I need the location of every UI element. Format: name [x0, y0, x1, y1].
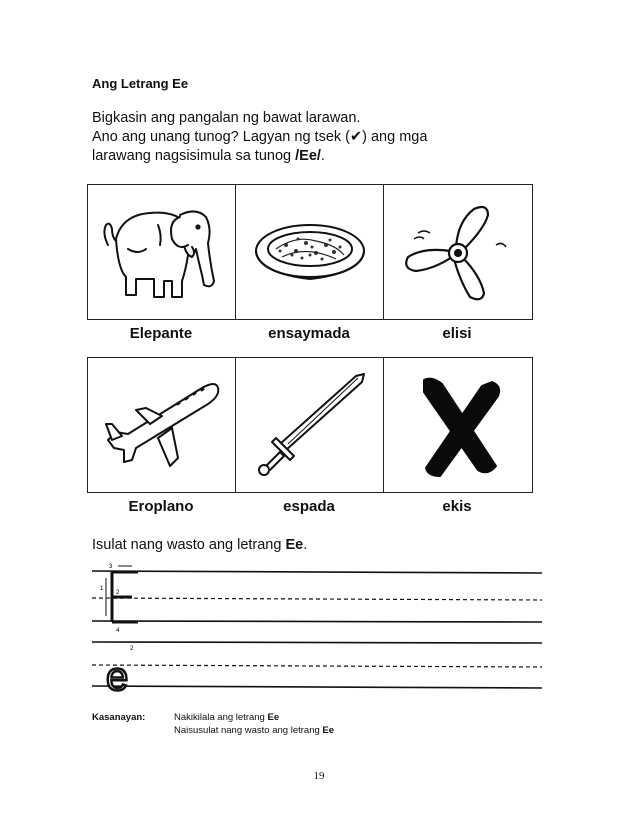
ensaymada-icon	[236, 185, 384, 319]
writing-line-top	[92, 571, 542, 573]
uppercase-e-guide	[112, 572, 138, 622]
picture-cell-ensaymada	[235, 184, 385, 320]
picture-cell-propeller	[383, 184, 533, 320]
x-mark-icon	[384, 358, 532, 492]
stroke-number-lower: 2	[130, 646, 134, 652]
writing-line-base	[92, 621, 542, 622]
elephant-icon	[88, 185, 236, 319]
skills-line-2	[92, 724, 334, 737]
instruction-line-2-start: Ano ang unang tunog? Lagyan ng tsek (	[92, 129, 350, 145]
label-espada: espada	[283, 498, 335, 515]
writing-line-top-2	[92, 642, 542, 643]
skills-line-1	[92, 711, 334, 724]
writing-line-base-2	[92, 686, 542, 688]
skill-2-text: Naisusulat nang wasto ang letrang	[174, 725, 323, 736]
label-ekis: ekis	[442, 498, 472, 515]
picture-cell-ekis	[383, 357, 533, 493]
instruction-line-1: Bigkasin ang pangalan ng bawat larawan.	[92, 110, 361, 126]
page-number: 19	[313, 770, 325, 782]
writing-instruction	[92, 537, 307, 553]
skills-label: Kasanayan:	[92, 712, 146, 723]
label-eroplano: Eroplano	[128, 498, 194, 515]
picture-cell-airplane	[87, 357, 237, 493]
check-mark-symbol: ✔	[349, 129, 363, 145]
writing-letter: Ee	[285, 537, 304, 553]
label-ensaymada: ensaymada	[268, 325, 350, 342]
sword-icon	[236, 358, 384, 492]
propeller-icon	[384, 185, 532, 319]
writing-line-mid	[92, 598, 542, 600]
skill-1-text: Nakikilala ang letrang	[174, 712, 268, 723]
writing-instruction-start: Isulat nang wasto ang letrang	[92, 537, 286, 553]
stroke-number-2: 1	[100, 586, 104, 592]
stroke-number-4: 4	[116, 628, 120, 634]
skill-1-letter: Ee	[267, 712, 280, 723]
writing-line-mid-2	[92, 665, 542, 667]
worksheet-title: Ang Letrang Ee	[92, 76, 189, 91]
stroke-number-1: 3	[109, 564, 113, 570]
airplane-icon	[88, 358, 236, 492]
label-elisi: elisi	[442, 325, 472, 342]
stroke-number-3: 2	[116, 590, 120, 596]
instruction-line-3-start: larawang nagsisimula sa tunog	[92, 148, 296, 164]
label-elepante: Elepante	[129, 325, 193, 342]
skill-2-letter: Ee	[322, 725, 335, 736]
instruction-line-3-end: .	[320, 148, 325, 164]
picture-cell-sword	[235, 357, 385, 493]
instruction-line-2-end: ) ang mga	[362, 129, 428, 145]
lowercase-e-guide: e	[106, 655, 129, 699]
writing-instruction-end: .	[303, 537, 308, 553]
skills-footer	[92, 711, 334, 737]
handwriting-practice-area[interactable]	[92, 560, 542, 700]
instruction-line-3	[92, 147, 325, 166]
target-sound: /Ee/	[295, 148, 321, 164]
picture-cell-elephant	[87, 184, 237, 320]
instruction-line-2	[92, 128, 427, 147]
